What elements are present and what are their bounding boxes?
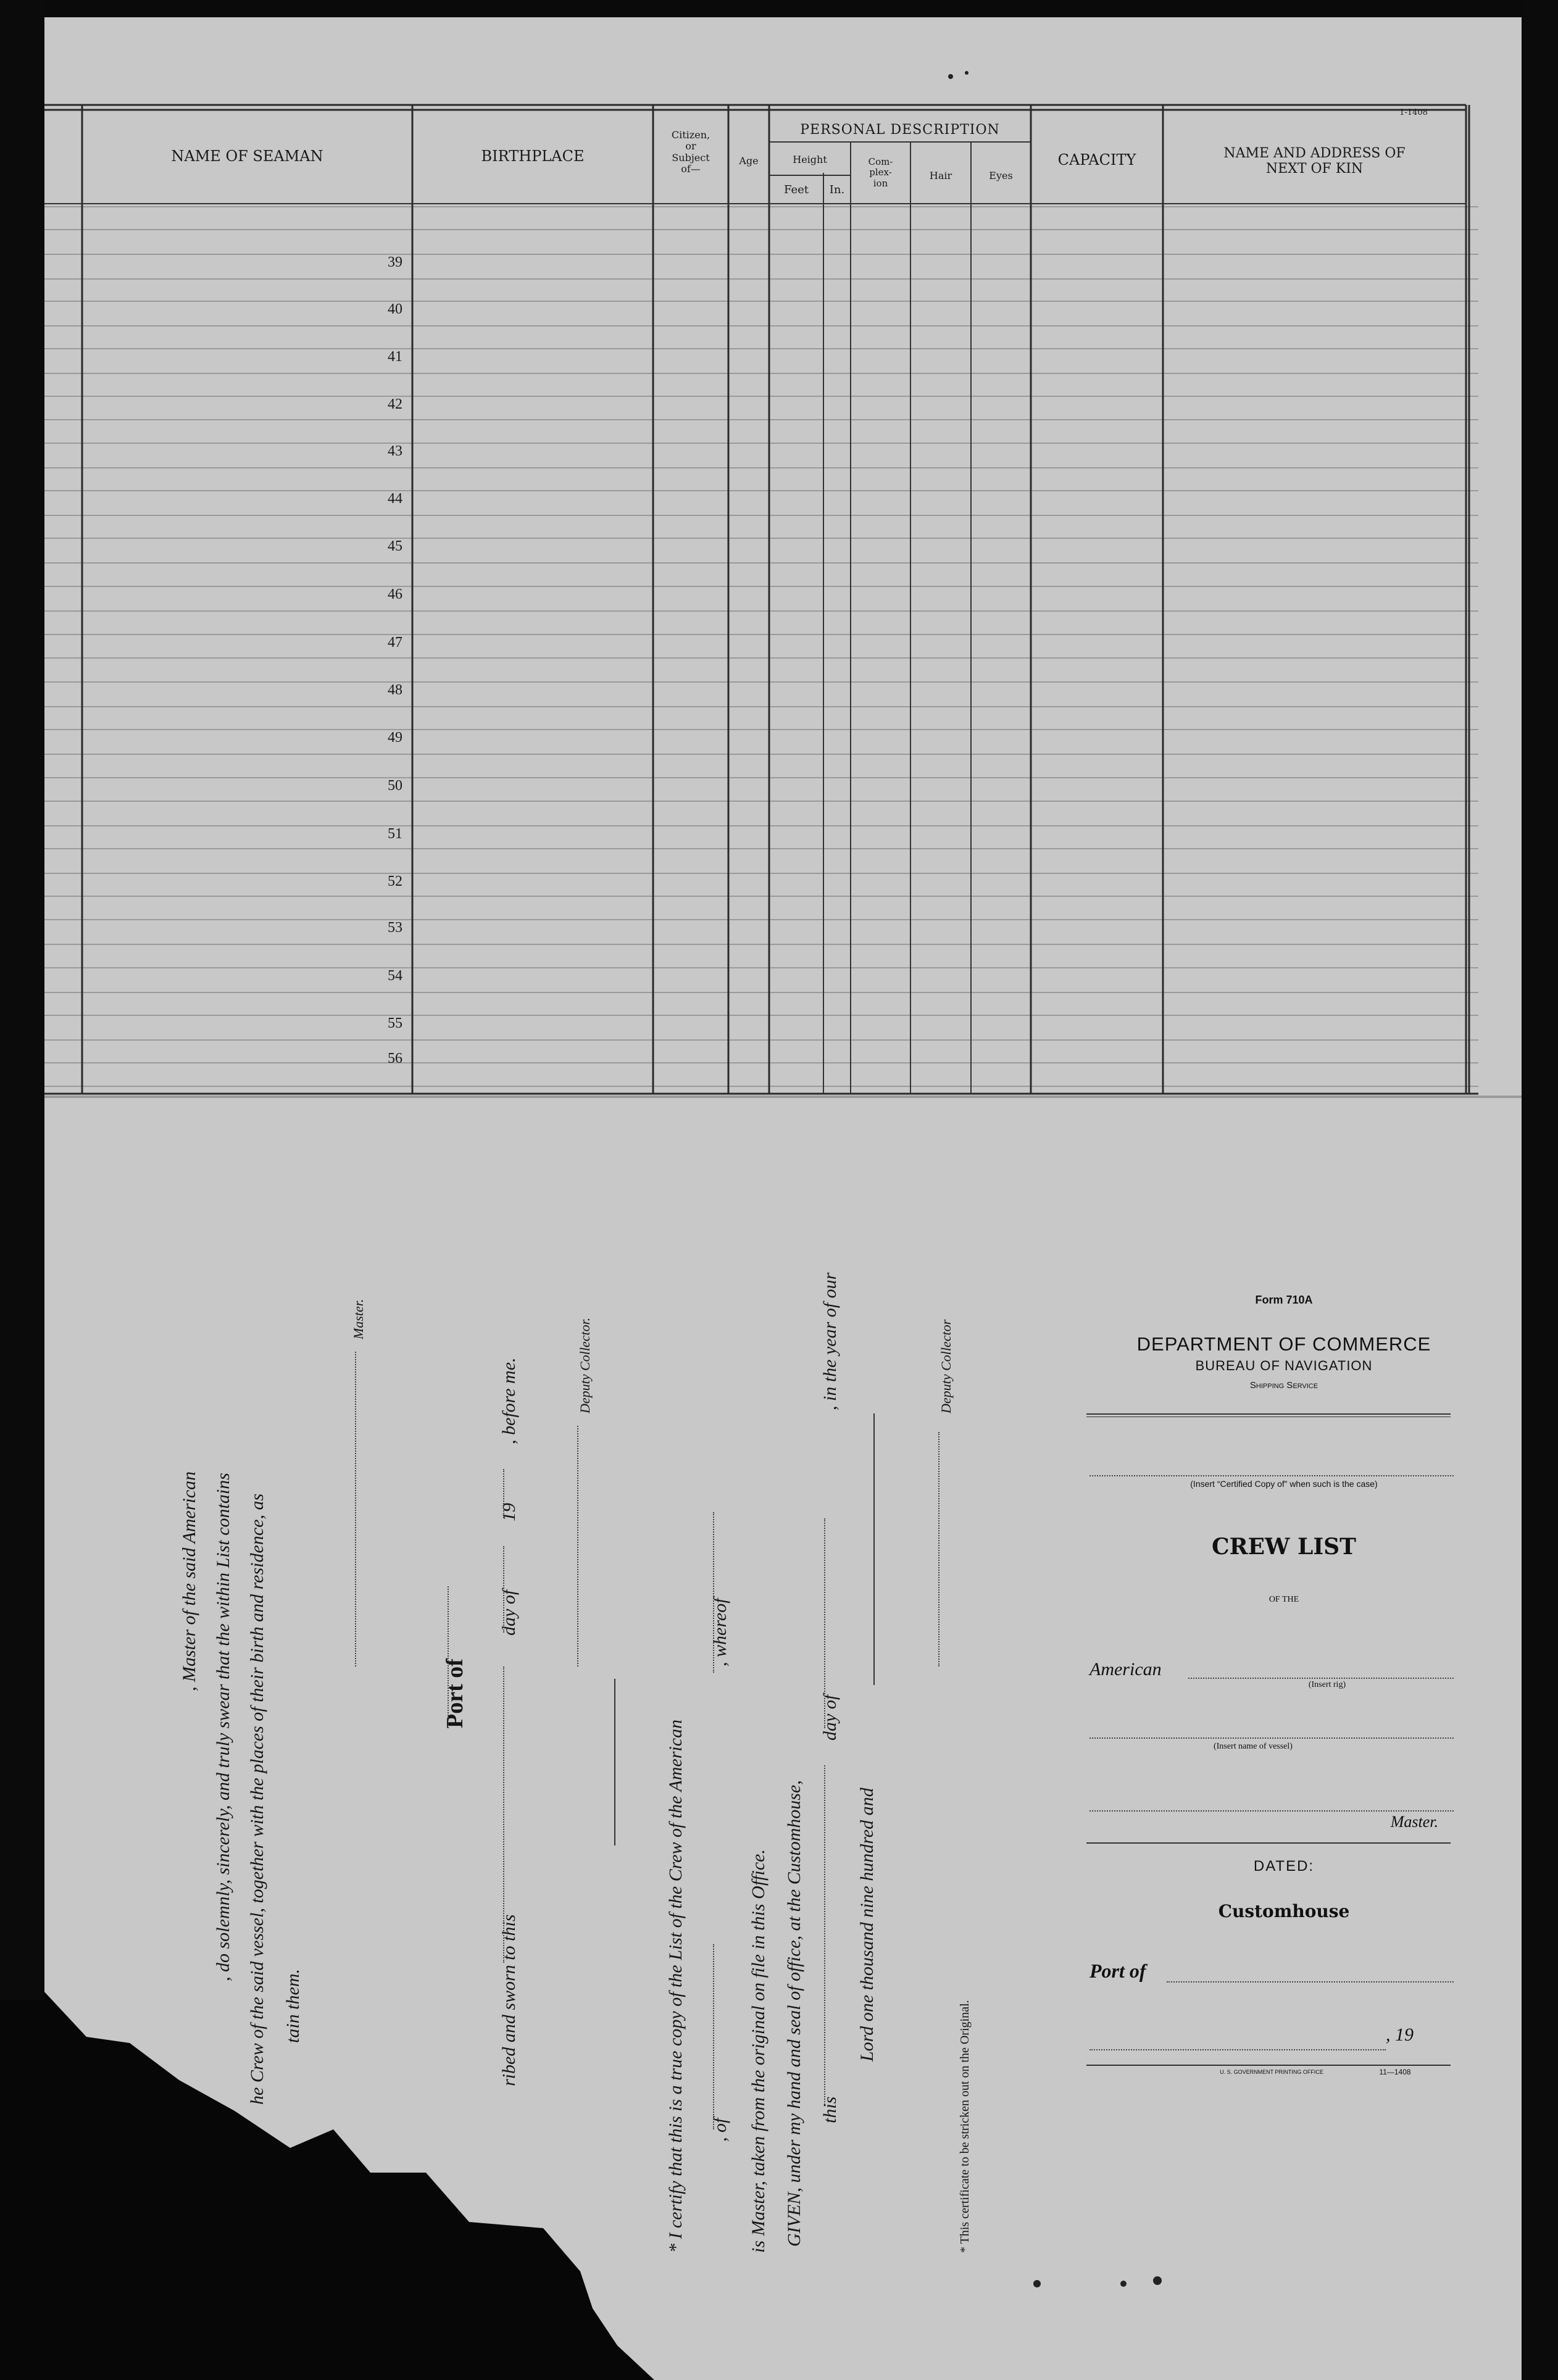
certificate-this: this — [820, 2096, 840, 2123]
row-number: 51 — [388, 826, 402, 842]
row-number: 54 — [388, 968, 402, 984]
cover-rule — [1086, 1413, 1451, 1415]
row-number: 55 — [388, 1015, 402, 1031]
certificate-line-6: Lord one thousand nine hundred and — [857, 1787, 877, 2062]
row-number: 53 — [388, 920, 402, 936]
header-complexion: Com- plex- ion — [868, 156, 893, 189]
header-age: Age — [739, 155, 759, 167]
row-number: 45 — [388, 538, 402, 554]
cover-master: Master. — [1390, 1813, 1438, 1831]
header-feet: Feet — [783, 183, 809, 196]
row-number: 52 — [388, 873, 402, 889]
cover-service: Shipping Service — [1249, 1380, 1318, 1391]
divider-line — [614, 1679, 615, 1845]
cover-of-the: OF THE — [1268, 1595, 1299, 1604]
certificate-line-1: * I certify that this is a true copy of the List of the Crew of the American — [665, 1719, 686, 2253]
cover-date-line — [1089, 2049, 1386, 2050]
oath-deputy-collector: Deputy Collector. — [577, 1317, 593, 1413]
certificate-deputy-line — [938, 1432, 939, 1666]
oath-year-19: 19 — [499, 1503, 519, 1521]
header-eyes: Eyes — [989, 170, 1013, 181]
oath-master-signature-label: Master. — [351, 1299, 366, 1339]
oath-line-3: he Crew of the said vessel, together with the places of their birth and residence, as — [247, 1493, 267, 2105]
row-number: 39 — [388, 254, 402, 270]
cover-port-of: Port of — [1089, 1960, 1146, 1982]
oath-deputy-signature-line — [577, 1426, 578, 1666]
cover-rule — [1086, 1842, 1451, 1844]
certificate-of-line — [713, 1944, 714, 2129]
row-number: 43 — [388, 443, 402, 459]
oath-line-1: , Master of the said American — [179, 1471, 199, 1691]
row-number: 44 — [388, 491, 402, 507]
header-hair: Hair — [929, 170, 952, 181]
cover-american: American — [1089, 1659, 1162, 1679]
header-next-of-kin: NAME AND ADDRESS OF NEXT OF KIN — [1223, 146, 1406, 177]
certificate-line-4: GIVEN, under my hand and seal of office, at the Customhouse, — [784, 1780, 804, 2247]
oath-subscribed: ribed and sworn to this — [499, 1914, 519, 2086]
header-personal-description: PERSONAL DESCRIPTION — [800, 122, 1000, 138]
cover-certified-line — [1089, 1475, 1454, 1476]
oath-day-line — [503, 1666, 504, 1963]
row-number: 48 — [388, 682, 402, 698]
certificate-deputy-collector: Deputy Collector — [938, 1319, 954, 1413]
cover-printer: U. S. GOVERNMENT PRINTING OFFICE — [1220, 2069, 1323, 2075]
cover-printer-code: 11—1408 — [1379, 2068, 1411, 2076]
row-number: 56 — [388, 1051, 402, 1067]
header-inches: In. — [829, 183, 845, 196]
cover-insert-rig: (Insert rig) — [1308, 1680, 1346, 1689]
header-name-of-seaman: NAME OF SEAMAN — [171, 148, 323, 165]
cover-insert-vessel-name: (Insert name of vessel) — [1214, 1742, 1293, 1751]
row-number: 41 — [388, 349, 402, 365]
row-number: 49 — [388, 730, 402, 746]
certificate-this-line — [824, 1765, 825, 2105]
row-number: 40 — [388, 301, 402, 317]
oath-before-me: , before me. — [499, 1357, 519, 1444]
oath-day-of: day of — [499, 1589, 519, 1636]
header-citizen: Citizen, or Subject of— — [671, 129, 710, 175]
certificate-line-3: is Master, taken from the original on file in this Office. — [748, 1849, 769, 2253]
certificate-whereof-line — [713, 1512, 714, 1673]
oath-port-line — [448, 1586, 449, 1728]
cover-port-line — [1167, 1981, 1454, 1983]
header-height: Height — [793, 154, 827, 165]
row-number: 50 — [388, 778, 402, 794]
cover-customhouse: Customhouse — [1218, 1901, 1350, 1921]
cover-dated: DATED: — [1253, 1858, 1315, 1874]
oath-month-line — [503, 1546, 504, 1633]
oath-line-2: , do solemnly, sincerely, and truly swear that the within List contains — [213, 1473, 233, 1981]
cover-department: DEPARTMENT OF COMMERCE — [1136, 1333, 1431, 1355]
cover-master-line — [1089, 1810, 1454, 1812]
certificate-footnote: * This certificate to be stricken out on the Original. — [958, 2000, 972, 2253]
row-number: 42 — [388, 396, 402, 412]
certificate-day-of: day of — [820, 1694, 840, 1741]
cover-year-19: , 19 — [1386, 2024, 1414, 2045]
oath-year-line — [503, 1469, 504, 1518]
cover-title: CREW LIST — [1212, 1534, 1356, 1560]
certificate-year-line — [873, 1413, 875, 1685]
header-birthplace: BIRTHPLACE — [481, 148, 585, 165]
row-number: 46 — [388, 586, 402, 602]
oath-port-of: Port of — [442, 1658, 468, 1728]
cover-rig-line — [1188, 1678, 1454, 1679]
cover-insert-certified: (Insert “Certified Copy of” when such is the case) — [1190, 1479, 1378, 1489]
form-code-top: 1-1408 — [1399, 108, 1428, 117]
cover-rule — [1086, 2065, 1451, 2066]
cover-bureau: BUREAU OF NAVIGATION — [1195, 1358, 1373, 1373]
row-number: 47 — [388, 635, 402, 651]
cover-form-number: Form 710A — [1255, 1294, 1313, 1306]
certificate-line-2-whereof: , whereof — [710, 1598, 730, 1666]
cover-vessel-line — [1089, 1737, 1454, 1739]
oath-line-4: tain them. — [283, 1969, 303, 2043]
certificate-year-of-our: , in the year of our — [820, 1272, 840, 1410]
oath-master-signature-line — [355, 1352, 356, 1666]
certificate-line-2-of: , of — [710, 2118, 730, 2142]
certificate-day-line — [824, 1518, 825, 1728]
header-capacity: CAPACITY — [1057, 151, 1136, 169]
